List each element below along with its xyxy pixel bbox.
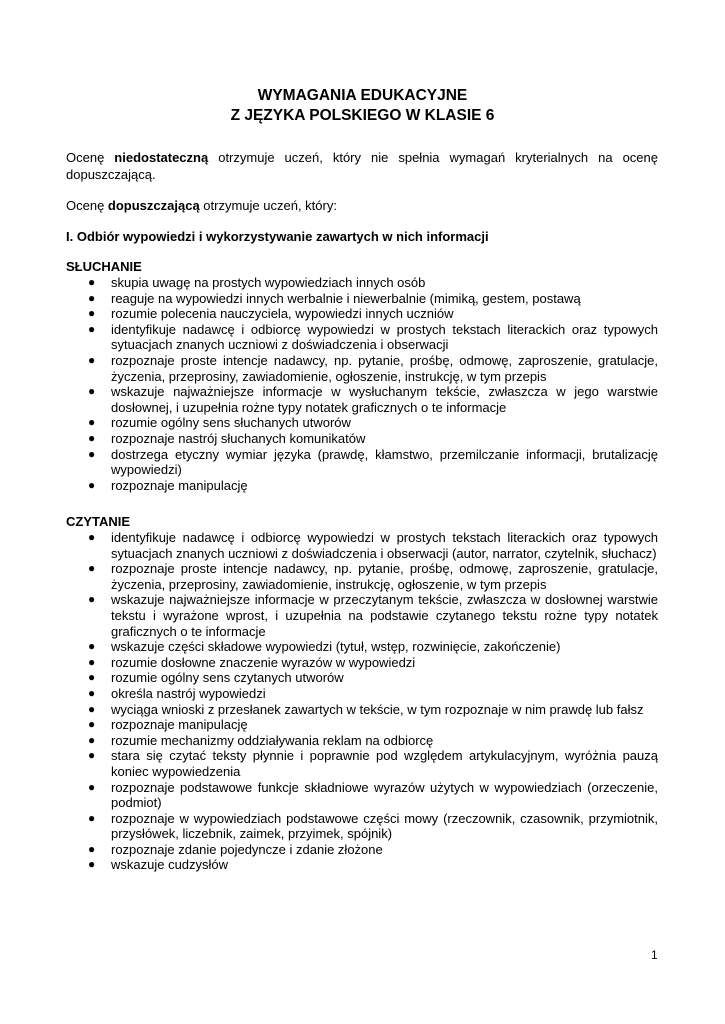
list-item-text: rozumie polecenia nauczyciela, wypowiedzi innych uczniów [111, 306, 454, 322]
section-heading: I. Odbiór wypowiedzi i wykorzystywanie zawartych w nich informacji [66, 229, 489, 244]
reading-heading: CZYTANIE [66, 514, 131, 529]
grade-sufficient: dopuszczającą [107, 198, 200, 213]
intro-text-suffix: otrzymuje uczeń, który nie spełnia wymagań kryterialnych na ocenę dopuszczającą. [66, 150, 658, 182]
list-item [88, 857, 658, 873]
bullet-icon: ● [88, 701, 96, 716]
list-item [88, 431, 658, 447]
list-item [88, 478, 658, 494]
list-item [88, 842, 658, 858]
list-item-text: rozpoznaje proste intencje nadawcy, np. pytanie, prośbę, odmowę, zaproszenie, gratulacje, życzenia, przeprosiny, zawiadomienie, ogłoszenie, instrukcję, w tym przepis [111, 352, 658, 384]
bullet-icon: ● [88, 306, 96, 321]
intro-text-suffix: otrzymuje uczeń, który: [199, 198, 337, 213]
list-item [88, 306, 658, 322]
bullet-icon: ● [88, 841, 96, 856]
bullet-icon: ● [88, 748, 96, 763]
list-item-text: rozpoznaje proste intencje nadawcy, np. pytanie, prośbę, odmowę, zaproszenie, gratulacje, życzenia, przeprosiny, zawiadomienie, instrukcję, ogłoszenie, w tym przepis [111, 561, 658, 592]
list-item [88, 670, 658, 686]
list-item-text: rozpoznaje manipulację [111, 477, 248, 493]
list-item-text: wskazuje najważniejsze informacje w przeczytanym tekście, zwłaszcza w dosłownej warstwie tekstu i wyrażone wprost, i uzupełnia na podstawie czytanego tekstu rożne typy notatek graficznych o te informacje [111, 592, 658, 639]
list-item-text: rozpoznaje podstawowe funkcje składniowe wyrazów użytych w wypowiedziach (orzeczenie, podmiot) [111, 779, 658, 811]
list-item [88, 530, 658, 561]
bullet-icon: ● [88, 530, 96, 544]
intro-paragraph-insufficient [66, 150, 658, 183]
bullet-icon: ● [88, 446, 96, 461]
list-item-text: rozpoznaje zdanie pojedyncze i zdanie złożone [111, 841, 383, 857]
list-item [88, 561, 658, 592]
list-item [88, 322, 658, 353]
list-item [88, 686, 658, 702]
list-item-text: wskazuje cudzysłów [111, 857, 229, 873]
list-item [88, 353, 658, 384]
list-item [88, 415, 658, 431]
list-item-text: stara się czytać teksty płynnie i poprawnie pod względem artykulacyjnym, wyróżnia pauzą koniec wypowiedzenia [111, 748, 658, 779]
bullet-icon: ● [88, 857, 96, 872]
bullet-icon: ● [88, 639, 96, 654]
list-item [88, 702, 658, 718]
list-item-text: identyfikuje nadawcę i odbiorcę wypowiedzi w prostych tekstach literackich oraz typowych sytuacjach znanych uczniowi z doświadczenia i obserwacji [111, 321, 658, 353]
bullet-icon: ● [88, 290, 96, 305]
list-item [88, 291, 658, 307]
bullet-icon: ● [88, 321, 96, 336]
bullet-icon: ● [88, 352, 96, 367]
list-item [88, 780, 658, 811]
bullet-icon: ● [88, 717, 96, 732]
list-item-text: skupia uwagę na prostych wypowiedziach innych osób [111, 275, 426, 290]
list-item-text: rozumie mechanizmy oddziaływania reklam na odbiorcę [111, 732, 434, 748]
list-item [88, 275, 658, 291]
bullet-icon: ● [88, 810, 96, 825]
listening-heading: SŁUCHANIE [66, 259, 142, 274]
list-item-text: rozumie dosłowne znaczenie wyrazów w wypowiedzi [111, 654, 416, 670]
list-item-text: rozpoznaje nastrój słuchanych komunikatów [111, 430, 366, 446]
reading-list [88, 530, 658, 873]
list-item [88, 655, 658, 671]
page-number: 1 [651, 948, 658, 962]
list-item [88, 384, 658, 415]
list-item-text: reaguje na wypowiedzi innych werbalnie i niewerbalnie (mimiką, gestem, postawą [111, 290, 581, 306]
bullet-icon: ● [88, 384, 96, 399]
bullet-icon: ● [88, 732, 96, 747]
list-item [88, 748, 658, 779]
bullet-icon: ● [88, 670, 96, 685]
list-item-text: rozpoznaje manipulację [111, 717, 248, 733]
list-item-text: wskazuje części składowe wypowiedzi (tytuł, wstęp, rozwinięcie, zakończenie) [111, 639, 561, 655]
list-item [88, 639, 658, 655]
list-item [88, 811, 658, 842]
intro-text-prefix: Ocenę [66, 198, 108, 213]
bullet-icon: ● [88, 779, 96, 794]
bullet-icon: ● [88, 654, 96, 669]
list-item [88, 717, 658, 733]
bullet-icon: ● [88, 685, 96, 700]
list-item-text: wyciąga wnioski z przesłanek zawartych w tekście, w tym rozpoznaje w nim prawdę lub fałsz [111, 701, 644, 717]
bullet-icon: ● [88, 477, 96, 492]
intro-text-prefix: Ocenę [66, 150, 115, 165]
intro-paragraph-sufficient [66, 198, 658, 215]
grade-insufficient: niedostateczną [114, 150, 209, 165]
list-item-text: rozpoznaje w wypowiedziach podstawowe części mowy (rzeczownik, czasownik, przymiotnik, przysłówek, liczebnik, zaimek, przyimek, spójnik) [111, 810, 658, 842]
list-item [88, 733, 658, 749]
list-item-text: dostrzega etyczny wymiar języka (prawdę, kłamstwo, przemilczanie informacji, brutalizację wypowiedzi) [111, 446, 658, 478]
list-item-text: wskazuje najważniejsze informacje w wysłuchanym tekście, zwłaszcza w jego warstwie dosłownej, i uzupełnia rożne typy notatek graficznych o te informacje [111, 384, 658, 415]
bullet-icon: ● [88, 592, 96, 607]
list-item [88, 592, 658, 639]
bullet-icon: ● [88, 561, 96, 576]
bullet-icon: ● [88, 275, 96, 289]
list-item-text: rozumie ogólny sens czytanych utworów [111, 670, 344, 686]
document-title-line-2: Z JĘZYKA POLSKIEGO W KLASIE 6 [230, 107, 495, 124]
list-item-text: identyfikuje nadawcę i odbiorcę wypowiedzi w prostych tekstach literackich oraz typowych sytuacjach znanych uczniowi z doświadczenia i obserwacji (autor, narrator, czytelnik, słuchacz) [111, 530, 658, 561]
bullet-icon: ● [88, 415, 96, 430]
list-item-text: rozumie ogólny sens słuchanych utworów [111, 415, 351, 431]
list-item-text: określa nastrój wypowiedzi [111, 685, 266, 701]
document-title-line-1: WYMAGANIA EDUKACYJNE [257, 87, 468, 104]
list-item [88, 447, 658, 478]
bullet-icon: ● [88, 430, 96, 445]
listening-list [88, 275, 658, 493]
